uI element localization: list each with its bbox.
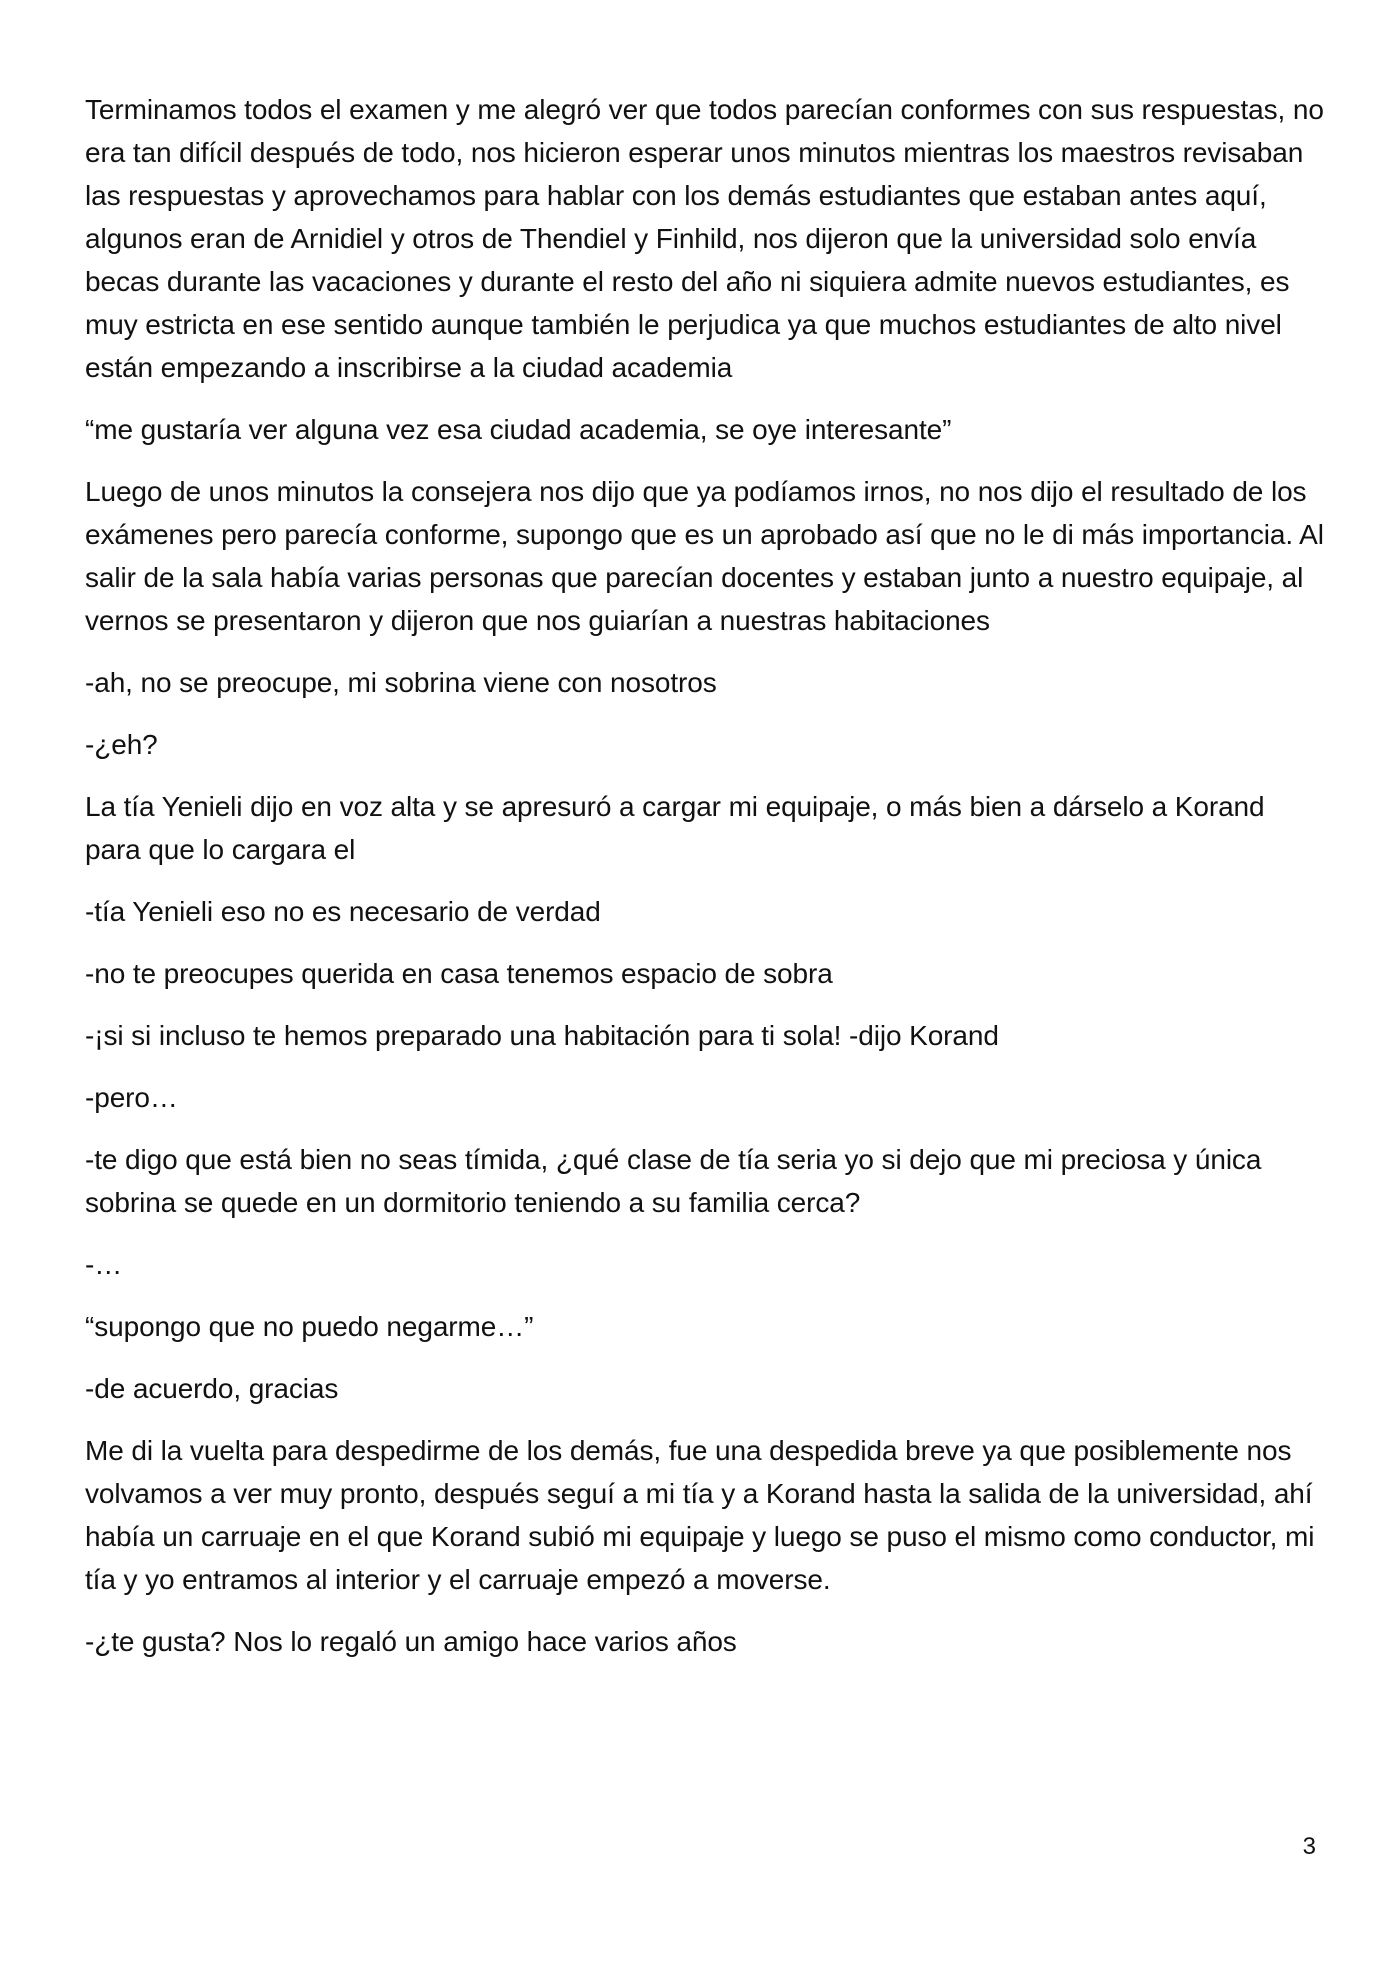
document-page [85,88,1325,1682]
paragraph: -tía Yenieli eso no es necesario de verdad [85,896,601,927]
paragraph: “supongo que no puedo negarme…” [85,1311,534,1342]
paragraph: “me gustaría ver alguna vez esa ciudad academia, se oye interesante” [85,414,952,445]
paragraph: -… [85,1249,123,1280]
paragraph: La tía Yenieli dijo en voz alta y se apresuró a cargar mi equipaje, o más bien a dárselo a Korand para que lo cargara el [85,791,1265,865]
paragraph: -ah, no se preocupe, mi sobrina viene con nosotros [85,667,717,698]
page-number: 3 [1302,1833,1316,1860]
paragraph: -de acuerdo, gracias [85,1373,339,1404]
paragraph: -¿te gusta? Nos lo regaló un amigo hace varios años [85,1626,737,1657]
paragraph: Me di la vuelta para despedirme de los demás, fue una despedida breve ya que posiblemente nos volvamos a ver muy pronto, después seguí a mi tía y a Korand hasta la salida de la universidad, ahí había un carruaje en el que Korand subió mi equipaje y luego se puso el mismo como conductor, mi tía y yo entramos al interior y el carruaje empezó a moverse. [85,1435,1315,1595]
paragraph: -te digo que está bien no seas tímida, ¿qué clase de tía seria yo si dejo que mi preciosa y única sobrina se quede en un dormitorio teniendo a su familia cerca? [85,1144,1262,1218]
paragraph: Luego de unos minutos la consejera nos dijo que ya podíamos irnos, no nos dijo el resultado de los exámenes pero parecía conforme, supongo que es un aprobado así que no le di más importancia. Al salir de la sala había varias personas que parecían docentes y estaban junto a nuestro equipaje, al vernos se presentaron y dijeron que nos guiarían a nuestras habitaciones [85,476,1324,636]
paragraph: -pero… [85,1082,178,1113]
paragraph: -¡si si incluso te hemos preparado una habitación para ti sola! -dijo Korand [85,1020,999,1051]
paragraph: -no te preocupes querida en casa tenemos espacio de sobra [85,958,833,989]
paragraph: -¿eh? [85,729,158,760]
paragraph: Terminamos todos el examen y me alegró ver que todos parecían conformes con sus respuestas, no era tan difícil después de todo, nos hicieron esperar unos minutos mientras los maestros revisaban las respuestas y aprovechamos para hablar con los demás estudiantes que estaban antes aquí, algunos eran de Arnidiel y otros de Thendiel y Finhild, nos dijeron que la universidad solo envía becas durante las vacaciones y durante el resto del año ni siquiera admite nuevos estudiantes, es muy estricta en ese sentido aunque también le perjudica ya que muchos estudiantes de alto nivel están empezando a inscribirse a la ciudad academia [85,94,1324,383]
